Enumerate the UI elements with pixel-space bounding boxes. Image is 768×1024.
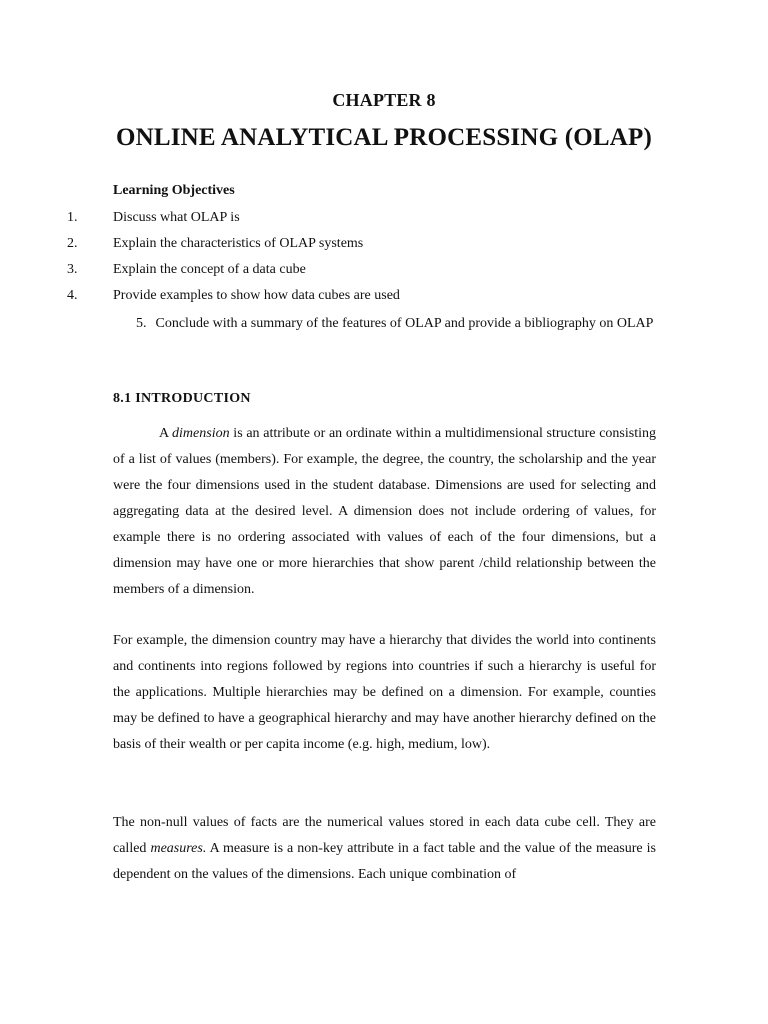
chapter-title: ONLINE ANALYTICAL PROCESSING (OLAP): [115, 124, 653, 151]
objective-text: Explain the concept of a data cube: [113, 262, 306, 277]
chapter-number: CHAPTER 8: [332, 90, 436, 110]
objective-text: Discuss what OLAP is: [113, 210, 240, 225]
objective-item: [0, 208, 768, 234]
paragraph-text: The non-null values of facts are the numerical values stored in each data cube cell. They are called: [113, 815, 656, 856]
objective-item: [0, 234, 768, 260]
emphasis-term: measures.: [150, 841, 207, 856]
objective-text: Conclude with a summary of the features of OLAP and provide a bibliography on OLAP: [155, 316, 654, 331]
paragraph-text: is an attribute or an ordinate within a multidimensional structure consisting of a list of values (members). For example, the degree, the country, the scholarship and the year were the four dimensions used in the student database. Dimensions are used for selecting and aggregating data at the desired level. A dimension does not include ordering of values, for example there is no ordering associated with values of each of the four dimensions, but a dimension may have one or more hierarchies that show parent /child relationship between the members of a dimension.: [113, 426, 656, 597]
objective-number: 1.: [67, 210, 78, 225]
objective-item-5: [136, 311, 656, 337]
objective-number: 2.: [67, 236, 78, 251]
paragraph-hierarchy: For example, the dimension country may have a hierarchy that divides the world into continents and continents into regions followed by regions into countries if such a hierarchy is useful for the applications. Multiple hierarchies may be defined on a dimension. For example, counties may be defined to have a geographical hierarchy and may have another hierarchy defined on the basis of their wealth or per capita income (e.g. high, medium, low).: [113, 633, 656, 752]
objective-item: [0, 260, 768, 286]
objective-number: 5.: [136, 316, 147, 331]
emphasis-term: dimension: [172, 426, 230, 441]
paragraph-dimension: [113, 421, 656, 603]
paragraph-text: A: [159, 426, 173, 441]
objective-number: 4.: [67, 288, 78, 303]
paragraph-text: A measure is a non-key attribute in a fact table and the value of the measure is dependent on the values of the dimensions. Each unique combination of: [113, 841, 657, 882]
section-heading: 8.1 INTRODUCTION: [113, 391, 251, 406]
objective-number: 3.: [67, 262, 78, 277]
paragraph-measures: [113, 810, 656, 888]
objectives-list: [0, 208, 768, 312]
objective-item: [0, 286, 768, 312]
objective-text: Explain the characteristics of OLAP systems: [113, 236, 364, 251]
learning-objectives-heading: Learning Objectives: [113, 183, 235, 198]
objective-text: Provide examples to show how data cubes are used: [113, 288, 400, 303]
